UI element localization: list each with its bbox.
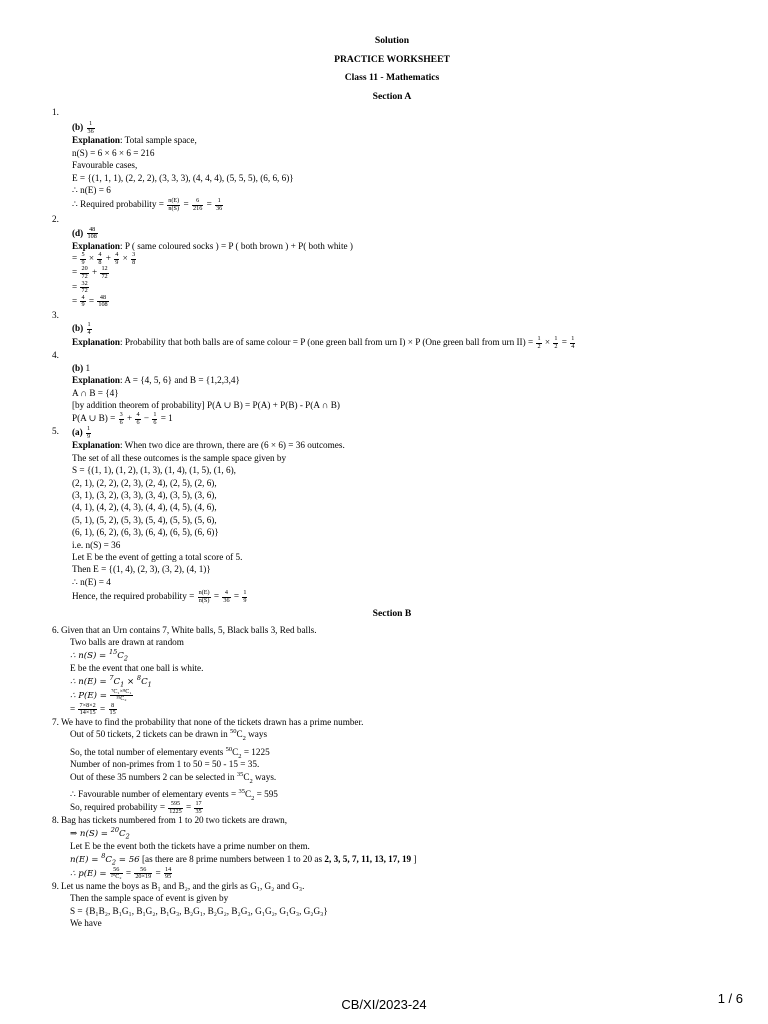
page-number: 1 / 6 (717, 991, 743, 1006)
question-2: 2. (d) $\frac{48}{108}$ Explanation: P ( same coloured socks ) = P ( both brown ) + P( both white ) = $\frac{5}{9}$ × $\frac{4}{8}$ + $\frac{4}{9}$ × $\frac{3}{8}$ = $\frac{20}{72}$ + $\frac{12}{72}$ = $\frac{32}{72}$ = $\frac{4}{9}$ = $\frac{48}{108}$ (52, 213, 732, 309)
answer-option: (b) $\frac{1}{4}$ (72, 321, 91, 336)
question-number: 9. (52, 880, 59, 891)
section-a-heading: Section A (372, 90, 412, 102)
solution-heading: Solution (374, 35, 410, 46)
answer-option: (b) 1 (72, 362, 91, 373)
question-4: 4. (b) 1 Explanation: A = {4, 5, 6} and B = {1,2,3,4} A ∩ B = {4} [by addition theorem of probability] P(A ∪ B) = P(A) + P(B) - P(A ∩ B) P(A ∪ B) = $\frac{3}{6}$ + $\frac{4}{6}$ − $\frac{1}{6}$ = 1 (52, 349, 732, 425)
footer-code: CB/XI/2023-24 (341, 997, 427, 1012)
explanation-label: Explanation (72, 135, 120, 146)
question-1: 1. (b) $\frac{1}{36}$ Explanation: Total sample space, n(S) = 6 × 6 × 6 = 216 Favourable cases, E = {(1, 1, 1), (2, 2, 2), (3, 3, 3), (4, 4, 4), (5, 5, 5), (6, 6, 6)} ∴ n(E) = 6 ∴ Required probability = $\frac{n(E)}{n(S)}$ = $\frac{6}{216}$ = $\frac{1}{36}$ (52, 106, 732, 213)
question-5: 5. (a) $\frac{1}{9}$ Explanation: When two dice are thrown, there are (6 × 6) = 36 outcomes. The set of all these outcomes is the sample space given by S = {(1, 1), (1, 2), (1, 3), (1, 4), (1, 5), (1, 6), (2, 1), (2, 2), (2, 3), (2, 4), (2, 5), (2, 6), (3, 1), (3, 2), (3, 3), (3, 4), (3, 5), (3, 6), (4, 1), (4, 2), (4, 3), (4, 4), (4, 5), (4, 6), (5, 1), (5, 2), (5, 3), (5, 4), (5, 5), (5, 6), (6, 1), (6, 2), (6, 3), (6, 4), (6, 5), (6, 6)} i.e. n(S) = 36 Let E be the event of getting a total score of 5. Then E = {(1, 4), (2, 3), (3, 2), (4, 1)} ∴ n(E) = 4 Hence, the required probability = $\frac{n(E)}{n(S)}$ = $\frac{4}{36}$ = $\frac{1}{9}$ (52, 425, 732, 605)
question-number: 7. (52, 716, 59, 727)
question-number: 6. (52, 624, 59, 635)
question-number: 1. (52, 107, 59, 118)
question-3: 3. (b) $\frac{1}{4}$ Explanation: Probability that both balls are of same colour = P (one green ball from urn I) × P (One green ball from urn II) = $\frac{1}{2}$ × $\frac{1}{2}$ = $\frac{1}{4}$ (52, 309, 732, 349)
question-number: 5. (52, 426, 59, 437)
question-number: 3. (52, 309, 59, 320)
question-7: 7. We have to find the probability that none of the tickets drawn has a prime number. Out of 50 tickets, 2 tickets can be drawn in $^{50}C_2$ ways So, the total number of elementary events $^{50}C_2 = 1225$ Number of non-primes from 1 to 50 = 50 - 15 = 35. Out of these 35 numbers 2 can be selected in $^{35}C_2$ ways. ∴ Favourable number of elementary events = $^{35}C_2 = 595$ So, required probability = $\frac{595}{1225}$ = $\frac{17}{35}$ (52, 716, 364, 815)
question-number: 2. (52, 214, 59, 225)
answer-option: (b) $\frac{1}{36}$ (72, 120, 94, 135)
question-9: 9. Let us name the boys as B₁ and B₂, and the girls as G₁, G₂ and G₃. Then the sample space of event is given by S = {B₁B₂, B₁G₁, B₁G₂, B₁G₃, B₂G₁, B₂G₂, B₂G₃, G₁G₂, G₁G₃, G₂G₃} We have (52, 880, 328, 929)
worksheet-title: PRACTICE WORKSHEET (334, 53, 450, 65)
answer-option: (d) $\frac{48}{108}$ (72, 225, 97, 241)
question-6: 6. Given that an Urn contains 7, White balls, 5, Black balls 3, Red balls. Two balls are drawn at random ∴ $n(S) = ^{15}C_2$ E be the event that one ball is white. ∴ $n(E) = ^7C_1 \times ^8C_1$ ∴ P(E) = $\frac{\text{⁷C₁×⁸C₁}}{\text{¹⁵C₂}}$ = $\frac{7\times 8\times 2}{14\times 15}$ = $\frac{8}{15}$ (52, 624, 317, 717)
answer-fraction: $\frac{1}{36}$ (87, 120, 94, 135)
document-body (52, 32, 732, 930)
question-number: 4. (52, 350, 59, 361)
answer-option: (a) $\frac{1}{9}$ (72, 425, 91, 440)
question-number: 8. (52, 815, 59, 826)
question-8: 8. Bag has tickets numbered from 1 to 20 two tickets are drawn, ⇒ $n(S) = ^{20}C_2$ Let E be the event both the tickets have a prime number on them. $n(E) = ^8C_2 = 56$ [as there are 8 prime numbers between 1 to 20 as 2, 3, 5, 7, 11, 13, 17, 19 ] ∴ p(E) = $\frac{56}{\text{²⁰C₂}}$ = $\frac{56}{20\times 19}$ = $\frac{14}{95}$ (52, 815, 417, 881)
section-b-heading: Section B (372, 608, 412, 620)
class-title: Class 11 - Mathematics (344, 72, 440, 84)
